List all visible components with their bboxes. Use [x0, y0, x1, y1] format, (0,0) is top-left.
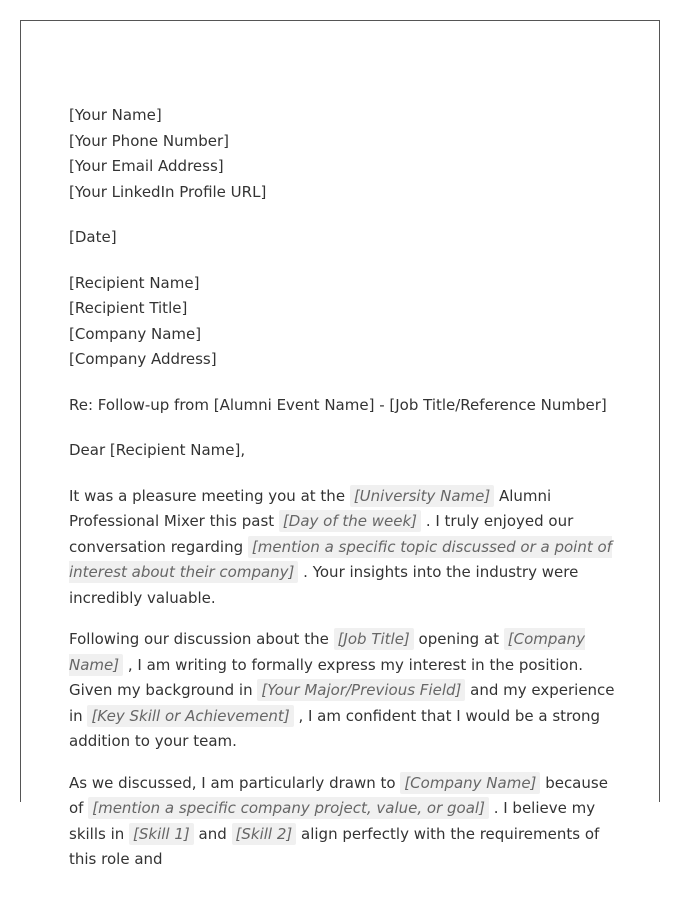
placeholder-topic-discussed: [mention a specific topic discussed or a point of interest about their company] — [69, 537, 612, 581]
sender-linkedin: [Your LinkedIn Profile URL] — [69, 182, 267, 201]
text-run: opening at — [413, 630, 504, 648]
placeholder-company-name: [Company Name] — [400, 772, 540, 794]
body-paragraph-1 — [69, 484, 619, 612]
sender-phone: [Your Phone Number] — [69, 131, 229, 150]
recipient-title: [Recipient Title] — [69, 299, 188, 317]
letter-content — [69, 103, 619, 889]
letter-page — [20, 20, 660, 868]
subject-line: Re: Follow-up from [Alumni Event Name] - [Job Title/Reference Number] — [69, 395, 607, 414]
text-run: align perfectly with the requirements of this role and — [69, 824, 600, 868]
text-run: . Your insights into the industry were incredibly valuable. — [69, 563, 579, 607]
text-run: As we discussed, I am particularly drawn to — [69, 773, 401, 792]
text-run: , I am writing to formally express my interest in the position. Given my background in — [69, 655, 584, 699]
text-run: , I am confident that I would be a strong addition to your team. — [69, 706, 601, 750]
text-run: and — [193, 824, 232, 843]
sender-email: [Your Email Address] — [69, 157, 224, 175]
text-run: Following our discussion about the — [69, 630, 334, 648]
placeholder-company-name: [Company Name] — [69, 630, 586, 674]
placeholder-company-project: [mention a specific company project, value, or goal] — [88, 797, 489, 819]
placeholder-university-name: [University Name] — [350, 485, 494, 507]
recipient-name: [Recipient Name] — [69, 273, 200, 292]
placeholder-skill-2: [Skill 2] — [232, 823, 297, 845]
sender-name: [Your Name] — [69, 106, 162, 124]
text-run: and my experience in — [69, 681, 615, 725]
salutation-block — [69, 438, 619, 464]
text-run: Alumni Professional Mixer this past — [69, 486, 552, 530]
placeholder-day-of-week: [Day of the week] — [279, 510, 421, 532]
sender-block — [69, 103, 619, 205]
salutation: Dear [Recipient Name], — [69, 441, 246, 459]
recipient-block — [69, 271, 619, 373]
placeholder-key-skill: [Key Skill or Achievement] — [87, 705, 293, 727]
text-run: . I believe my skills in — [69, 799, 596, 843]
text-run: because of — [69, 773, 608, 817]
body-paragraph-2 — [69, 627, 619, 755]
placeholder-job-title: [Job Title] — [334, 628, 414, 650]
subject-block — [69, 393, 619, 419]
text-run: . I truly enjoyed our conversation regarding — [69, 512, 574, 556]
recipient-address: [Company Address] — [69, 350, 217, 368]
placeholder-skill-1: [Skill 1] — [129, 823, 194, 845]
recipient-company: [Company Name] — [69, 324, 202, 343]
date-block — [69, 225, 619, 251]
text-run: It was a pleasure meeting you at the — [69, 486, 350, 505]
body-paragraph-3 — [69, 771, 619, 873]
placeholder-major-field: [Your Major/Previous Field] — [257, 679, 465, 701]
letter-date: [Date] — [69, 228, 117, 246]
